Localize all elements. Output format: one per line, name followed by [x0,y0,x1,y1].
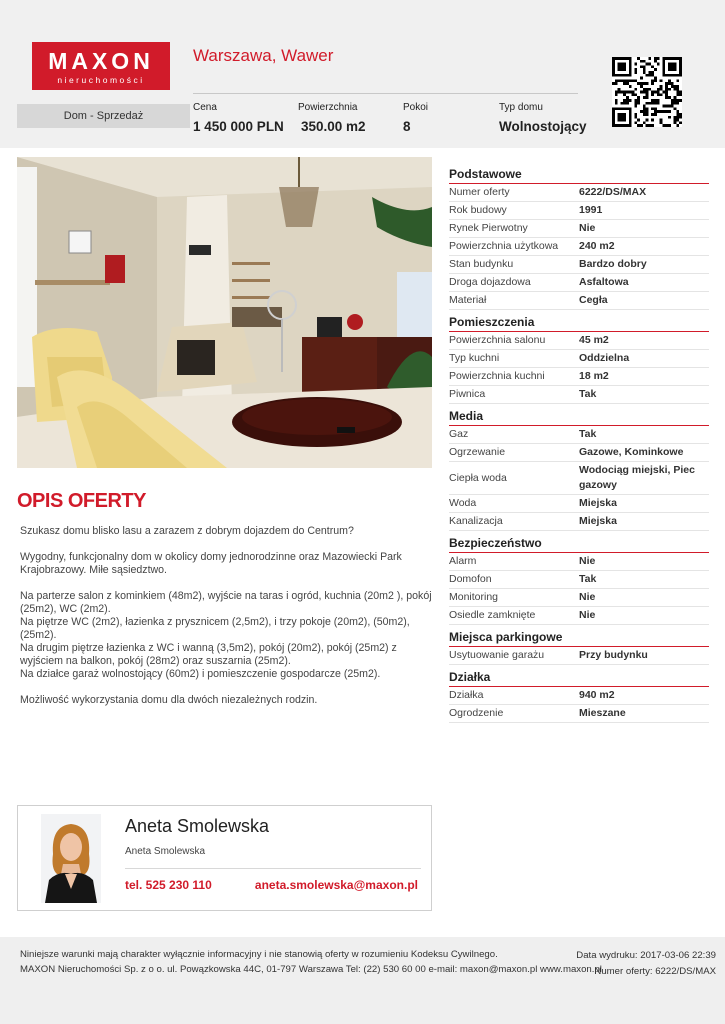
summary-price [193,101,284,137]
detail-row [449,238,709,256]
details-section [449,408,709,531]
location-title: Warszawa, Wawer [193,46,334,65]
summary-label: Powierzchnia [298,102,358,113]
detail-label: Powierzchnia salonu [449,334,546,346]
detail-label: Ciepła woda [449,471,507,484]
detail-value: 6222/DS/MAX [579,186,647,198]
detail-row [449,350,709,368]
footer-meta [576,948,716,979]
agent-phone-link[interactable]: tel. 525 230 110 [125,878,212,892]
details-section [449,166,709,310]
logo-subtitle: nieruchomości [57,75,145,85]
footer [0,937,725,1024]
detail-label: Powierzchnia użytkowa [449,240,559,252]
property-photo[interactable] [17,157,432,468]
maxon-logo[interactable] [32,42,170,90]
footer-offer-number: Numer oferty: 6222/DS/MAX [594,965,716,977]
property-details [449,166,709,727]
detail-label: Droga dojazdowa [449,276,531,288]
section-title: Miejsca parkingowe [449,629,709,647]
detail-label: Usytuowanie garażu [449,649,545,661]
detail-label: Materiał [449,294,487,306]
section-title: Działka [449,669,709,687]
detail-value: Tak [579,388,597,400]
offer-type-badge: Dom - Sprzedaż [17,104,190,128]
detail-row [449,444,709,462]
footer-line: MAXON Nieruchomości Sp. z o o. ul. Powązkowska 44C, 01-797 Warszawa Tel: (22) 530 60 00 e-mail: maxon@maxon.pl www.maxon.pl [20,963,602,975]
section-title: Media [449,408,709,426]
detail-row [449,513,709,531]
summary-area [298,101,366,137]
detail-label: Typ kuchni [449,352,500,364]
detail-value: Miejska [579,497,617,509]
description-paragraph: Szukasz domu blisko lasu a zarazem z dobrym dojazdem do Centrum? [20,525,354,537]
detail-row [449,292,709,310]
summary-value: Wolnostojący [499,119,587,134]
detail-row [449,332,709,350]
summary-value: 350.00 m2 [301,119,366,134]
detail-label: Rok budowy [449,204,507,216]
detail-label: Piwnica [449,388,486,400]
detail-value: Oddzielna [579,352,630,364]
detail-row [449,571,709,589]
detail-value: Cegła [579,294,608,306]
detail-value: Tak [579,428,597,440]
detail-value: Mieszane [579,707,626,719]
detail-row [449,647,709,665]
detail-row [449,589,709,607]
detail-value: Miejska [579,515,617,527]
agent-divider [125,868,421,869]
detail-row [449,553,709,571]
detail-label: Gaz [449,428,469,440]
detail-row [449,274,709,292]
details-section [449,535,709,625]
detail-label: Ogrzewanie [449,446,506,458]
detail-label: Numer oferty [449,186,510,198]
detail-label: Domofon [449,573,492,585]
description-title: OPIS OFERTY [17,490,146,512]
detail-value: 240 m2 [579,240,615,252]
logo-name: MAXON [48,48,154,74]
detail-label: Alarm [449,555,477,567]
section-title: Bezpieczeństwo [449,535,709,553]
details-section [449,314,709,404]
qr-code-icon[interactable] [612,57,682,127]
detail-value: Nie [579,609,596,621]
detail-row [449,184,709,202]
detail-value: 45 m2 [579,334,609,346]
detail-row [449,426,709,444]
detail-row [449,607,709,625]
detail-value: Nie [579,222,596,234]
footer-disclaimer [20,948,602,977]
print-date: Data wydruku: 2017-03-06 22:39 [576,950,716,961]
footer-line: Niniejsze warunki mają charakter wyłącznie informacyjny i nie stanowią oferty w rozumieniu Kodeksu Cywilnego. [20,949,498,960]
description-paragraph: Możliwość wykorzystania domu dla dwóch niezależnych rodzin. [20,694,318,706]
detail-value: 1991 [579,204,603,216]
detail-value: Gazowe, Kominkowe [579,446,684,458]
details-section [449,629,709,665]
detail-value: 18 m2 [579,370,609,382]
summary-value: 8 [403,119,411,134]
summary-label: Typ domu [499,102,543,113]
detail-value: 940 m2 [579,689,615,701]
detail-row [449,368,709,386]
summary-rooms [403,101,428,137]
detail-label: Powierzchnia kuchni [449,370,545,382]
detail-label: Osiedle zamknięte [449,609,536,621]
detail-value: Przy budynku [579,649,648,661]
description-paragraph: Wygodny, funkcjonalny dom w okolicy domy jednorodzinne oraz Mazowiecki Park Krajobrazowy. Miłe sąsiedztwo. [20,551,402,576]
details-section [449,669,709,723]
header-divider [193,93,578,94]
summary-house-type [499,101,587,137]
agent-subtitle: Aneta Smolewska [125,846,206,857]
detail-row [449,705,709,723]
section-title: Pomieszczenia [449,314,709,332]
summary-value: 1 450 000 PLN [193,119,284,134]
detail-row [449,462,709,495]
detail-value: Wodociąg miejski, Piec gazowy [579,464,695,491]
detail-row [449,495,709,513]
detail-row [449,386,709,404]
header [0,0,725,148]
detail-label: Kanalizacja [449,515,503,527]
detail-label: Monitoring [449,591,499,603]
detail-row [449,687,709,705]
agent-avatar [41,814,101,903]
detail-label: Działka [449,689,484,701]
detail-value: Nie [579,555,596,567]
detail-label: Woda [449,497,477,509]
description-body [20,525,432,720]
agent-email-link[interactable]: aneta.smolewska@maxon.pl [254,878,418,892]
summary-label: Pokoi [403,102,429,113]
detail-row [449,220,709,238]
detail-value: Bardzo dobry [579,258,647,270]
detail-label: Ogrodzenie [449,707,504,719]
agent-card [17,805,432,911]
detail-row [449,202,709,220]
detail-value: Nie [579,591,596,603]
detail-label: Rynek Pierwotny [449,222,528,234]
summary-label: Cena [193,102,217,113]
detail-row [449,256,709,274]
agent-name: Aneta Smolewska [125,816,270,836]
description-paragraph: Na parterze salon z kominkiem (48m2), wyjście na taras i ogród, kuchnia (20m2 ), pokój (25m2), WC (2m2). Na piętrze WC (2m2), łazienka z prysznicem (2,5m2), i trzy pokoje (20m2), (50m2), (25m2). Na drugim piętrze łazienka z WC i wanną (3,5m2), pokój (20m2), pokój (25m2) z wyjściem na balkon, pokój (28m2) oraz suszarnia (25m2). Na działce garaż wolnostojący (60m2) i pomieszczenie gospodarcze (25m2). [20,590,432,680]
detail-value: Tak [579,573,597,585]
detail-label: Stan budynku [449,258,514,270]
detail-value: Asfaltowa [579,276,629,288]
section-title: Podstawowe [449,166,709,184]
